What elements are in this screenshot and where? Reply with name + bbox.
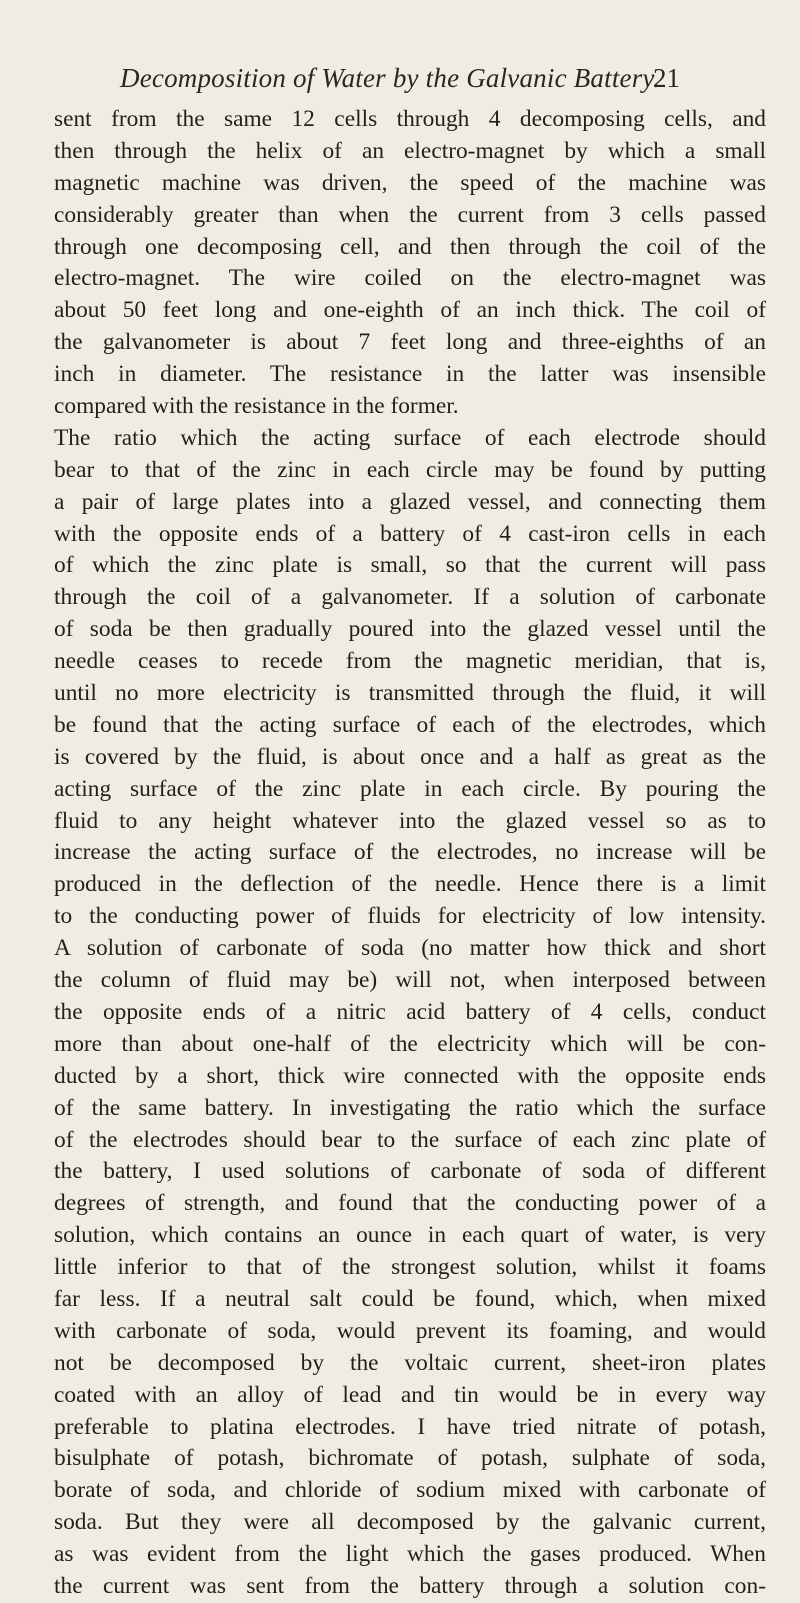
text-line: with the opposite ends of a battery of 4 cast-iron cells in each — [54, 520, 766, 547]
text-line: with carbonate of soda, would prevent its foaming, and would — [54, 1317, 766, 1344]
text-line: borate of soda, and chloride of sodium mixed with carbonate of — [54, 1477, 766, 1504]
text-line: ducted by a short, thick wire connected with the opposite ends — [54, 1062, 766, 1089]
text-line: of the same battery. In investigating the ratio which the surface — [54, 1094, 766, 1121]
text-line: through one decomposing cell, and then through the coil of the — [54, 233, 766, 260]
text-line: of the electrodes should bear to the surface of each zinc plate of — [54, 1126, 766, 1153]
text-line: considerably greater than when the current from 3 cells passed — [54, 201, 766, 228]
text-line: about 50 feet long and one-eighth of an inch thick. The coil of — [54, 297, 766, 324]
text-line: more than about one-half of the electricity which will be con- — [54, 1030, 766, 1057]
text-line: as was evident from the light which the gases produced. When — [54, 1541, 766, 1568]
text-line: sent from the same 12 cells through 4 decomposing cells, and — [54, 106, 766, 132]
text-line: to the conducting power of fluids for electricity of low intensity. — [54, 903, 766, 930]
text-line: the current was sent from the battery through a solution con- — [54, 1572, 766, 1599]
text-line: the galvanometer is about 7 feet long and three-eighths of an — [54, 329, 766, 356]
text-line: through the coil of a galvanometer. If a solution of carbonate — [54, 584, 766, 611]
text-line: the opposite ends of a nitric acid battery of 4 cells, conduct — [54, 998, 766, 1025]
text-line: far less. If a neutral salt could be found, which, when mixed — [54, 1285, 766, 1312]
page-number: 21 — [653, 63, 680, 93]
text-line: be found that the acting surface of each of the electrodes, which — [54, 711, 766, 738]
text-line: bisulphate of potash, bichromate of potash, sulphate of soda, — [54, 1445, 766, 1472]
text-line: preferable to platina electrodes. I have tried nitrate of potash, — [54, 1413, 766, 1440]
text-line: of soda be then gradually poured into the glazed vessel until the — [54, 616, 766, 643]
text-line: magnetic machine was driven, the speed of the machine was — [54, 169, 766, 196]
text-line: needle ceases to recede from the magnetic meridian, that is, — [54, 648, 766, 675]
text-line: of which the zinc plate is small, so that the current will pass — [54, 552, 766, 579]
text-line: inch in diameter. The resistance in the latter was insensible — [54, 361, 766, 388]
text-line: solution, which contains an ounce in each quart of water, is very — [54, 1222, 766, 1249]
text-line: A solution of carbonate of soda (no matter how thick and short — [54, 935, 766, 962]
running-head — [120, 56, 680, 100]
body-text — [54, 104, 766, 1603]
text-line: The ratio which the acting surface of each electrode should — [54, 424, 766, 451]
text-line: is covered by the fluid, is about once and a half as great as the — [54, 743, 766, 770]
text-line: increase the acting surface of the electrodes, no increase will be — [54, 839, 766, 866]
text-line: then through the helix of an electro-magnet by which a small — [54, 137, 766, 164]
text-line: coated with an alloy of lead and tin would be in every way — [54, 1381, 766, 1408]
text-line: acting surface of the zinc plate in each circle. By pouring the — [54, 775, 766, 802]
text-line: not be decomposed by the voltaic current, sheet-iron plates — [54, 1349, 766, 1376]
text-line: a pair of large plates into a glazed vessel, and connecting them — [54, 488, 766, 515]
running-title: Decomposition of Water by the Galvanic Battery. — [120, 63, 661, 93]
text-line: the battery, I used solutions of carbonate of soda of different — [54, 1158, 766, 1185]
text-line: degrees of strength, and found that the conducting power of a — [54, 1190, 766, 1217]
text-line: bear to that of the zinc in each circle may be found by putting — [54, 456, 766, 483]
text-line: until no more electricity is transmitted through the fluid, it will — [54, 680, 766, 707]
text-line: the column of fluid may be) will not, when interposed between — [54, 967, 766, 994]
text-line: fluid to any height whatever into the glazed vessel so as to — [54, 807, 766, 834]
text-line: compared with the resistance in the former. — [54, 393, 459, 420]
text-line: little inferior to that of the strongest solution, whilst it foams — [54, 1254, 766, 1281]
text-line: electro-magnet. The wire coiled on the electro-magnet was — [54, 265, 766, 292]
text-line: soda. But they were all decomposed by the galvanic current, — [54, 1509, 766, 1536]
text-line: produced in the deflection of the needle. Hence there is a limit — [54, 871, 766, 898]
